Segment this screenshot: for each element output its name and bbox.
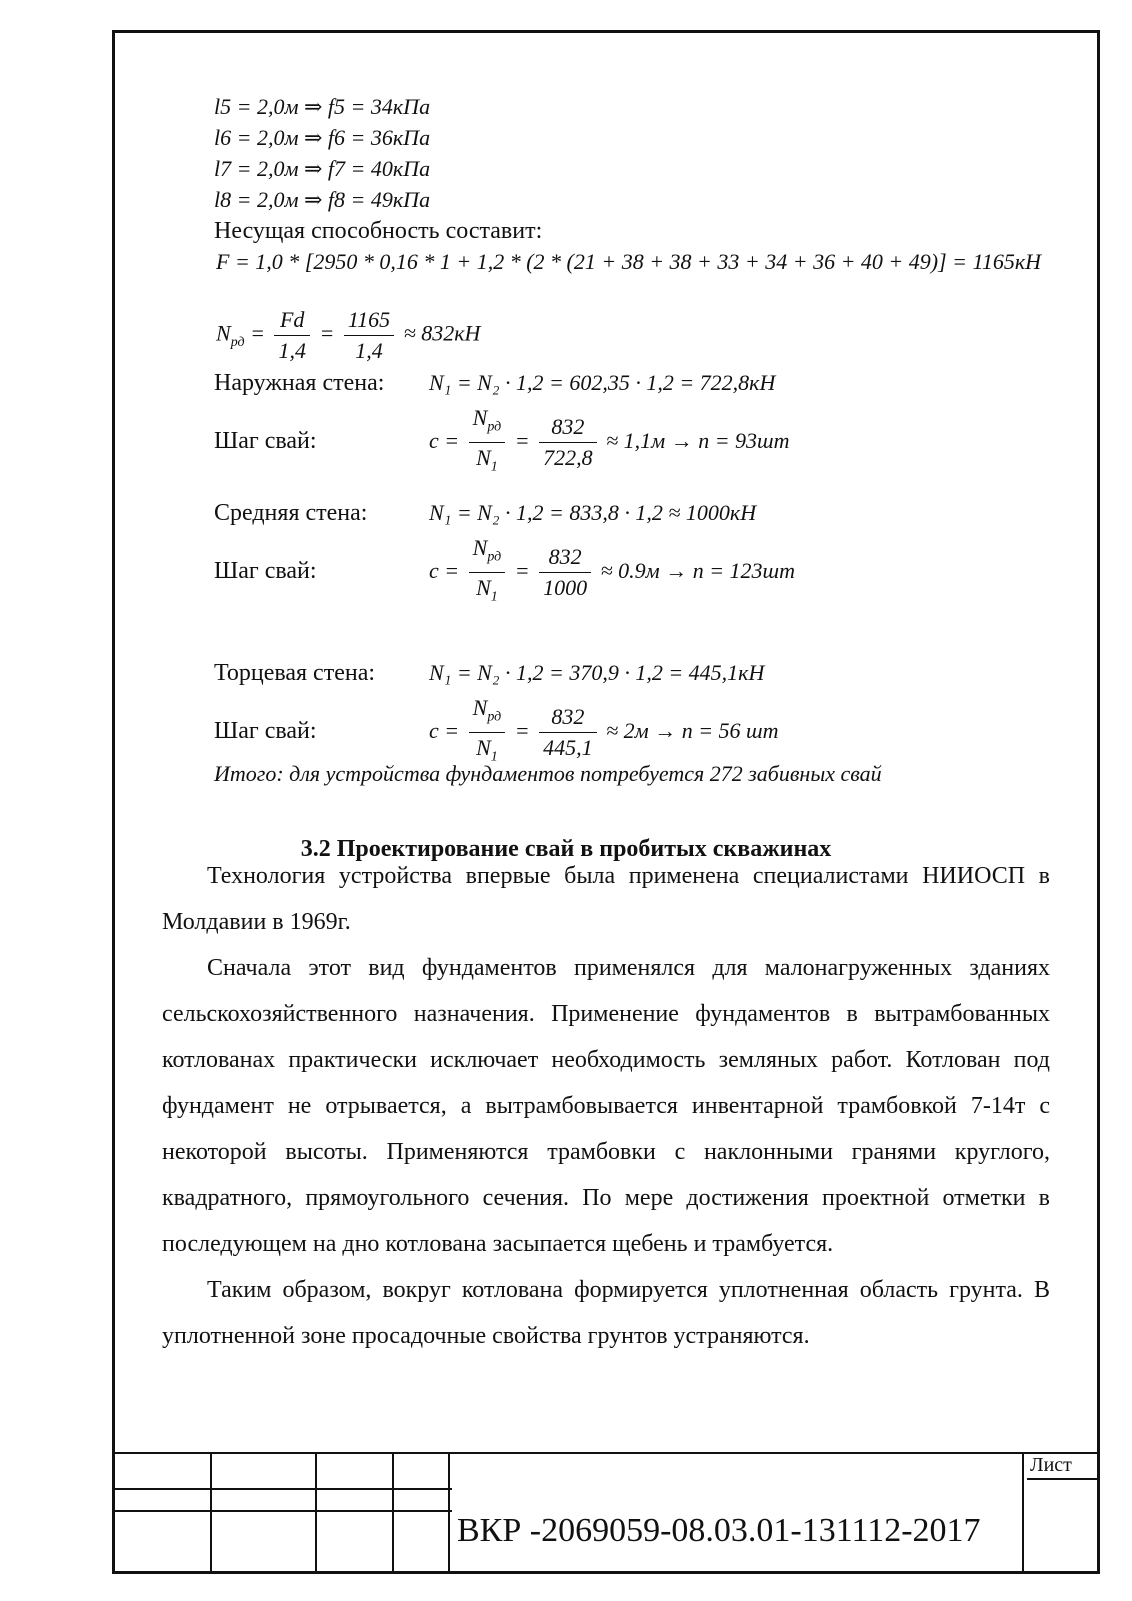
wall-end-step-frac-values — [539, 702, 597, 763]
wall-end-load: N₁ = N₂ · 1,2 = 370,9 · 1,2 = 445,1кН — [429, 660, 765, 685]
wall-middle-load-row — [214, 500, 756, 527]
wall-middle-step-label: Шаг свай: — [214, 557, 317, 584]
npd-frac-2 — [344, 305, 394, 366]
section-heading: 3.2 Проектирование свай в пробитых скважинах — [300, 836, 832, 862]
wall-outer-num: 832 — [539, 412, 597, 443]
paragraph-1: Технология устройства впервые была применена специалистами НИИОСП в Молдавии в 1969г. — [162, 863, 1050, 935]
title-block — [112, 1454, 1100, 1574]
wall-middle-result: ≈ 0.9м → n = 123шт — [600, 557, 796, 583]
wall-outer-step-frac-values — [539, 412, 597, 473]
capacity-label: Несущая способность составит: — [214, 218, 543, 244]
npd-lhs: N — [216, 320, 231, 346]
npd-frac-1 — [274, 305, 310, 366]
wall-end-num: 832 — [539, 702, 597, 733]
wall-end-label: Торцевая стена: — [214, 660, 376, 686]
wall-end-step-row: Шаг свай: c = $\frac{N_{рд}}{N_1}$ = $\frac{832}{445,1}$ ≈ 2м → n = 56 шт — [214, 693, 779, 773]
npd-formula: $N_{рд}$ = $\frac{Fd}{1,4}$ = $\frac{1165}{1,4}$ ≈ 832кН — [216, 305, 480, 366]
wall-outer-step-frac: $\frac{N_{рд}}{N_1}$ — [469, 403, 506, 483]
wall-outer-result: ≈ 1,1м → n = 93шт — [606, 427, 790, 453]
capacity-formula: F = 1,0 * [2950 * 0,16 * 1 + 1,2 * (2 * (21 + 38 + 38 + 33 + 34 + 36 + 40 + 49)] = 1165кН — [216, 249, 1042, 274]
wall-middle-den: 1000 — [543, 575, 588, 601]
formula-l8: l8 = 2,0м ⇒ f8 = 49кПа — [214, 187, 431, 212]
document-code: ВКР -2069059-08.03.01-131112-2017 — [457, 1512, 981, 1549]
wall-middle-step-frac: $\frac{N_{рд}}{N_1}$ — [469, 533, 506, 613]
wall-outer-load: N₁ = N₂ · 1,2 = 602,35 · 1,2 = 722,8кН — [429, 370, 776, 395]
wall-end-load-row — [214, 660, 764, 687]
wall-middle-step-row: Шаг свай: c = $\frac{N_{рд}}{N_1}$ = $\frac{832}{1000}$ ≈ 0.9м → n = 123шт — [214, 533, 795, 613]
formula-l5: l5 = 2,0м ⇒ f5 = 34кПа — [214, 94, 431, 119]
wall-outer-step-label: Шаг свай: — [214, 427, 317, 454]
npd-sub: рд — [230, 334, 245, 350]
wall-outer-den: 722,8 — [543, 445, 593, 471]
wall-end-step-frac: $\frac{N_{рд}}{N_1}$ — [469, 693, 506, 773]
formula-l7: l7 = 2,0м ⇒ f7 = 40кПа — [214, 156, 431, 181]
npd-num-1: Fd — [274, 305, 310, 336]
wall-end-den: 445,1 — [543, 735, 593, 761]
body-text — [162, 853, 1050, 1359]
npd-den-1: 1,4 — [278, 338, 306, 363]
paragraph-3: Таким образом, вокруг котлована формируется уплотненная область грунта. В уплотненной зоне просадочные свойства грунтов устраняются. — [162, 1277, 1050, 1349]
total-note: Итого: для устройства фундаментов потребуется 272 забивных свай — [214, 761, 882, 786]
wall-outer-label: Наружная стена: — [214, 370, 385, 396]
wall-outer-step-row: Шаг свай: c = $\frac{N_{рд}}{N_1}$ = $\frac{832}{722,8}$ ≈ 1,1м → n = 93шт — [214, 403, 790, 483]
wall-middle-label: Средняя стена: — [214, 500, 368, 526]
wall-middle-load: N₁ = N₂ · 1,2 = 833,8 · 1,2 ≈ 1000кН — [429, 500, 757, 525]
npd-den-2: 1,4 — [355, 338, 383, 363]
wall-end-step-label: Шаг свай: — [214, 717, 317, 744]
formula-l6: l6 = 2,0м ⇒ f6 = 36кПа — [214, 125, 431, 150]
wall-middle-step-frac-values — [539, 542, 591, 603]
sheet-label: Лист — [1030, 1454, 1072, 1476]
npd-result: ≈ 832кН — [403, 320, 481, 346]
npd-num-2: 1165 — [344, 305, 394, 336]
paragraph-2: Сначала этот вид фундаментов применялся для малонагруженных зданиях сельскохозяйственного назначения. Применение фундаментов в вытрамбованных котлованах практически исключает необходимость земляных работ. Котлован под фундамент не отрывается, а вытрамбовывается инвентарной трамбовкой 7-14т с некоторой высоты. Применяются трамбовки с наклонными гранями круглого, квадратного, прямоугольного сечения. По мере достижения проектной отметки в последующем на дно котлована засыпается щебень и трамбуется. — [162, 955, 1050, 1257]
wall-middle-num: 832 — [539, 542, 591, 573]
wall-end-result: ≈ 2м → n = 56 шт — [606, 717, 779, 743]
wall-outer-load-row — [214, 370, 775, 397]
